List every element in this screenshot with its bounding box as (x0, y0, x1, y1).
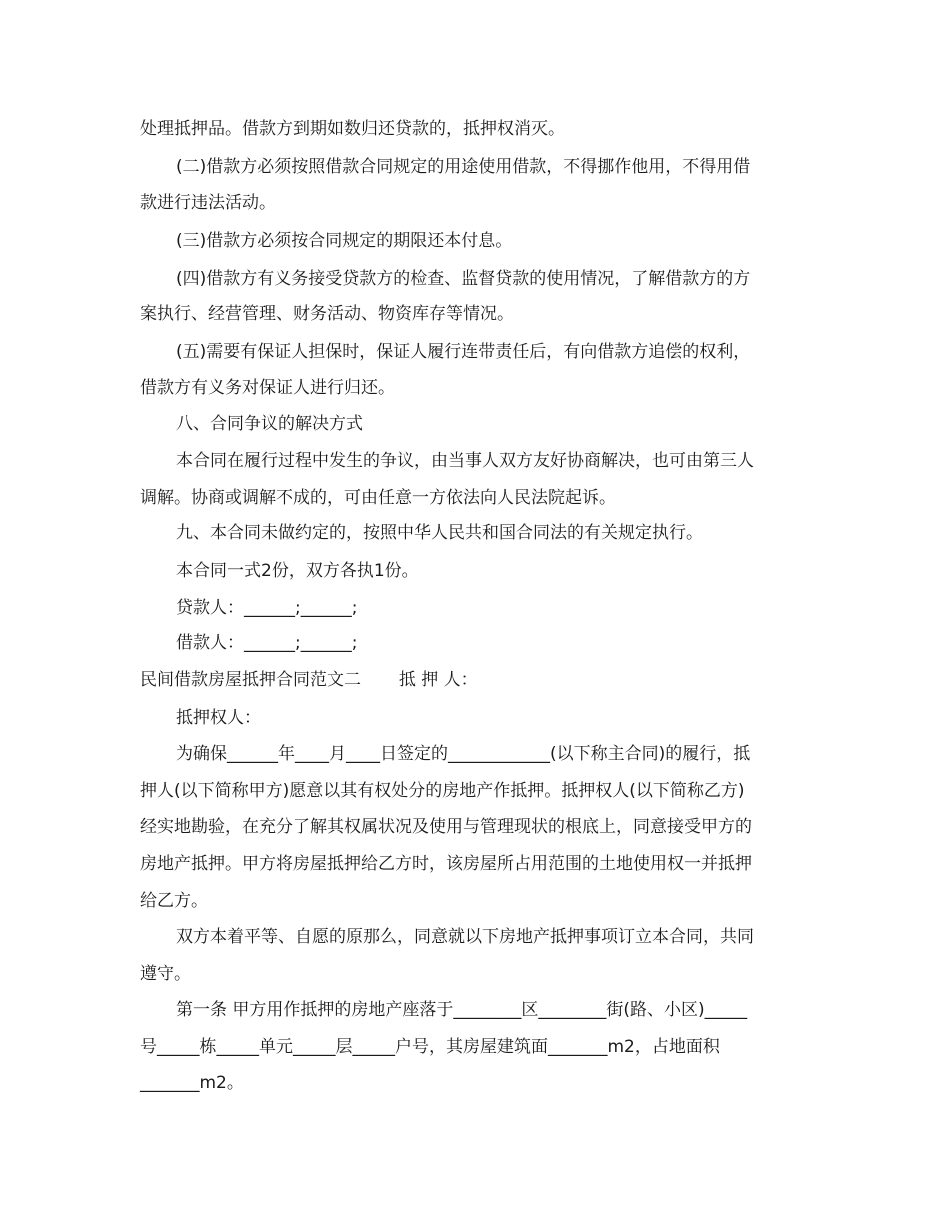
text-line: 调解。协商或调解不成的，可由任意一方依法向人民法院起诉。 (140, 488, 616, 508)
section-title: 民间借款房屋抵押合同范文二 抵 押 人： (140, 670, 478, 690)
section-heading: 八、合同争议的解决方式 (176, 414, 363, 434)
text-line: 案执行、经营管理、财务活动、物资库存等情况。 (140, 304, 514, 324)
text-line: 款进行违法活动。 (140, 193, 276, 213)
text-line: 本合同在履行过程中发生的争议，由当事人双方友好协商解决，也可由第三人 (176, 451, 754, 471)
text-line: 经实地勘验，在充分了解其权属状况及使用与管理现状的根底上，同意接受甲方的 (140, 817, 752, 837)
text-line: (五)需要有保证人担保时，保证人履行连带责任后，有向借款方追偿的权利， (176, 342, 751, 362)
borrower-signature-line: 借款人：______;______; (176, 633, 358, 653)
text-line: 本合同一式2份，双方各执1份。 (176, 561, 419, 581)
text-line: 遵守。 (140, 964, 191, 984)
text-line: 房地产抵押。甲方将房屋抵押给乙方时，该房屋所占用范围的土地使用权一并抵押 (140, 854, 752, 874)
text-line: 为确保______年____月____日签定的____________(以下称主合同)的履行，抵 (176, 744, 751, 764)
text-line: _______m2。 (140, 1073, 244, 1093)
text-line: 号_____栋_____单元_____层_____户号，其房屋建筑面_______m2，占地面积 (140, 1037, 720, 1057)
text-line: 给乙方。 (140, 891, 208, 911)
text-line: (二)借款方必须按照借款合同规定的用途使用借款，不得挪作他用，不得用借 (176, 157, 751, 177)
text-line: (四)借款方有义务接受贷款方的检查、监督贷款的使用情况，了解借款方的方 (176, 269, 751, 289)
text-line: 九、本合同未做约定的，按照中华人民共和国合同法的有关规定执行。 (176, 523, 703, 543)
text-line: 双方本着平等、自愿的原那么，同意就以下房地产抵押事项订立本合同，共同 (176, 927, 754, 947)
text-line: 借款方有义务对保证人进行归还。 (140, 378, 395, 398)
text-line: (三)借款方必须按合同规定的期限还本付息。 (176, 231, 513, 251)
lender-signature-line: 贷款人：______;______; (176, 598, 358, 618)
text-line: 处理抵押品。借款方到期如数归还贷款的，抵押权消灭。 (140, 119, 565, 139)
text-line: 押人(以下简称甲方)愿意以其有权处分的房地产作抵押。抵押权人(以下简称乙方) (140, 781, 745, 801)
text-line: 第一条 甲方用作抵押的房地产座落于________区________街(路、小区)_____ (176, 1000, 748, 1020)
text-line: 抵押权人： (176, 708, 261, 728)
